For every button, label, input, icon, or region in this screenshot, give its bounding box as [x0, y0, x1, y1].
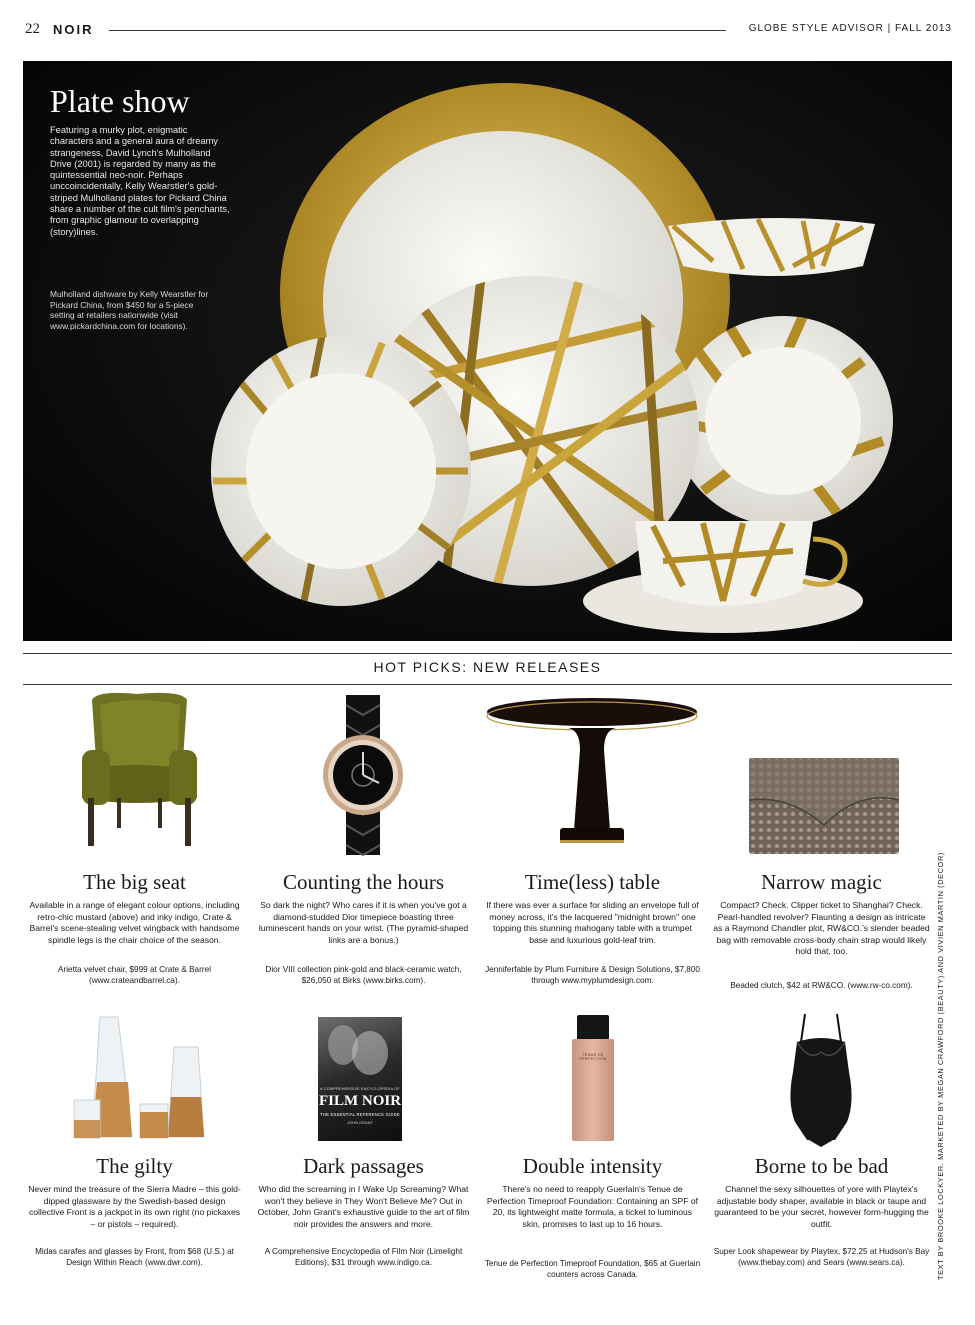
- side-credit: [936, 852, 961, 1280]
- pick-credit: Dior VIII collection pink-gold and black-ceramic watch, $26,050 at Birks (www.birks.com).: [265, 965, 462, 985]
- pick-description: If there was ever a surface for sliding an envelope full of money across, it's the lacquered "midnight brown" one topping this stunning mahogany table with a trumpet base and luxurious gold-leaf trim.: [486, 900, 699, 945]
- pick-title: Borne to be bad: [754, 1154, 889, 1178]
- side-credit-text: TEXT BY BROOKE LOCKYER. MARKETED BY MEGAN CRAWFORD (BEAUTY) AND VIVIEN MARTIN (DECOR): [936, 852, 945, 1280]
- pick-credit: Jenniferfable by Plum Furniture & Design Solutions, $7,800 through www.myplumdesign.com.: [485, 965, 700, 985]
- shapewear-image: [709, 1012, 934, 1147]
- pick-credit: Super Look shapewear by Playtex, $72.25 at Hudson's Bay (www.thebay.com) and Sears (www.sears.ca).: [713, 1247, 930, 1267]
- pick-book: [251, 1012, 476, 1312]
- pick-glassware: [22, 1012, 247, 1312]
- pick-table: [480, 690, 705, 1000]
- pick-description: So dark the night? Who cares if it is when you've got a diamond-studded Dior timepiece boasting three luminescent hands on your wrist. (The pyramid-shaped links are a bonus.): [258, 900, 469, 945]
- watch-image: [251, 690, 476, 860]
- page-number: 22: [25, 21, 40, 37]
- pick-title: Counting the hours: [283, 870, 444, 894]
- hot-picks-bottom-rule: [23, 684, 952, 685]
- book-subtitle: THE ESSENTIAL REFERENCE GUIDE: [320, 1112, 400, 1117]
- feature-credit: Mulholland dishware by Kelly Wearstler for Pickard China, from $450 for a 5-piece setting at retailers nationwide (visit www.pickardchina.com for locations).: [50, 289, 209, 331]
- bottle-label: TENUE DE PERFECTION: [579, 1053, 607, 1061]
- feature-title: Plate show: [50, 83, 190, 119]
- pick-description: Compact? Check. Clipper ticket to Shanghai? Check. Pearl-handled revolver? Flaunting a design as intricate as a Raymond Chandler plot, RW&CO.'s slender beaded bag with removable cross-body chain strap would likely hold that, too.: [713, 900, 930, 957]
- pick-title: Time(less) table: [524, 870, 661, 894]
- pick-credit: A Comprehensive Encyclopedia of Film Noir (Limelight Editions), $31 through www.indigo.ca.: [264, 1247, 463, 1267]
- foundation-bottle: [572, 1015, 614, 1143]
- pick-title: The big seat: [83, 870, 186, 894]
- pick-description: Who did the screaming in I Wake Up Screaming? What won't they believe in They Won't Believe Me? Out in October, John Grant's exhaustive guide to the art of film noir provides the answers and more.: [257, 1184, 470, 1229]
- pick-description: There's no need to reapply Guerlain's Tenue de Perfection Timeproof Foundation: Containing an SPF of 20, its lightweight matte formula, a ticket to luminous skin, promises to last up to 16 hours.: [486, 1184, 699, 1229]
- book-title: FILM NOIR: [318, 1093, 402, 1109]
- pick-watch: [251, 690, 476, 1000]
- pick-description: Available in a range of elegant colour options, including retro-chic mustard (above) and inky indigo, Crate & Barrel's scene-stealing velvet wingback with handsome spindle legs is the chair choice of the season.: [29, 900, 240, 945]
- pick-credit: Beaded clutch, $42 at RW&CO. (www.rw-co.com).: [730, 981, 913, 990]
- pick-description: Never mind the treasure of the Sierra Madre – this gold-dipped glassware by the Swedish-based design collective Front is a jackpot in its own right (no pickaxes – or pistols – required).: [28, 1184, 241, 1229]
- publication-info: GLOBE STYLE ADVISOR | FALL 2013: [748, 23, 952, 34]
- glassware-image: [22, 1012, 247, 1147]
- pick-credit: Midas carafes and glasses by Front, from $68 (U.S.) at Design Within Reach (www.dwr.com).: [35, 1247, 234, 1267]
- pick-credit: Tenue de Perfection Timeproof Foundation, $65 at Guerlain counters across Canada.: [484, 1259, 701, 1279]
- pick-foundation: [480, 1012, 705, 1312]
- page-header: [23, 20, 952, 42]
- pick-description: Channel the sexy silhouettes of yore with Playtex's adjustable body shaper, available in black or taupe and guaranteed to be your secret, however form-hugging the outfit.: [714, 1184, 929, 1229]
- pick-credit: Arietta velvet chair, $999 at Crate & Barrel (www.crateandbarrel.ca).: [58, 965, 211, 985]
- section-name: NOIR: [53, 22, 94, 37]
- book-kicker: A COMPREHENSIVE ENCYCLOPEDIA OF: [320, 1087, 400, 1091]
- book-author: JOHN GRANT: [347, 1120, 373, 1125]
- pick-clutch: [709, 690, 934, 1000]
- hot-picks-title: HOT PICKS: NEW RELEASES: [373, 659, 602, 675]
- header-rule: [109, 30, 726, 31]
- book-cover: [318, 1017, 402, 1141]
- hot-picks-top-rule: [23, 653, 952, 654]
- table-image: [480, 690, 705, 860]
- feature-body: Featuring a murky plot, enigmatic characters and a general aura of dreamy strangeness, David Lynch's Mulholland Drive (2001) is regarded by many as the quintessential neo-noir. Perhaps unccoincidentally, Kelly Wearstler's gold-striped Mulholland plates for Pickard China share a number of the cult film's penchants, from graphic glamour to overlapping (story)lines.: [50, 125, 230, 237]
- chair-image: [22, 690, 247, 860]
- pick-shapewear: [709, 1012, 934, 1312]
- pick-chair: [22, 690, 247, 1000]
- pick-title: Narrow magic: [761, 870, 882, 894]
- pick-title: Dark passages: [303, 1154, 424, 1178]
- pick-title: The gilty: [96, 1154, 173, 1178]
- feature-photo: [23, 61, 952, 641]
- clutch-image: [709, 690, 934, 860]
- pick-title: Double intensity: [522, 1154, 663, 1178]
